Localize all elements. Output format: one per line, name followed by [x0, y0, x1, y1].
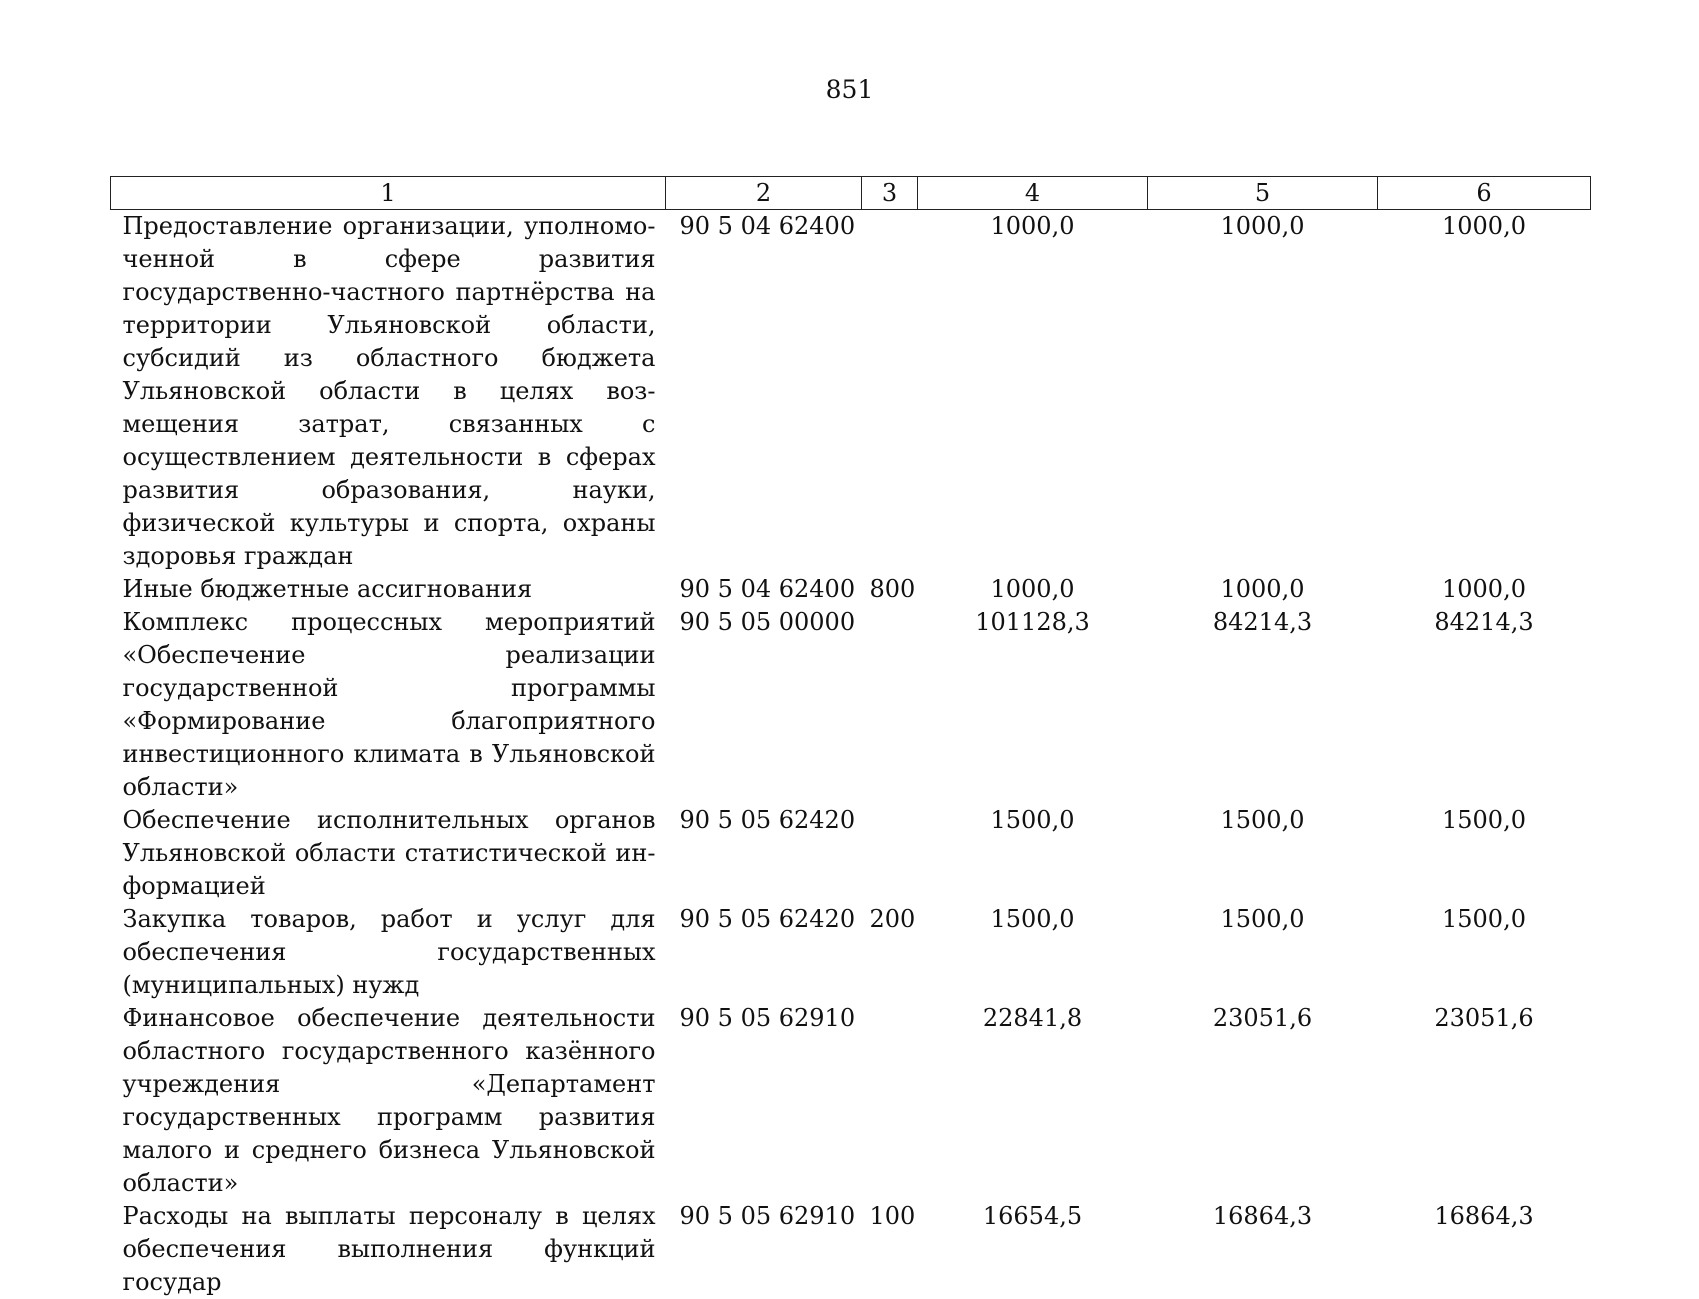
row-value-6: 1000,0 — [1378, 573, 1591, 606]
row-value-6: 1500,0 — [1378, 804, 1591, 903]
row-value-4: 1500,0 — [918, 804, 1148, 903]
row-value-5: 16864,3 — [1148, 1200, 1378, 1299]
row-kind: 200 — [862, 903, 918, 1002]
row-value-5: 1000,0 — [1148, 210, 1378, 574]
row-kind — [862, 804, 918, 903]
column-header-1: 1 — [111, 177, 666, 210]
row-value-4: 16654,5 — [918, 1200, 1148, 1299]
row-code: 90 5 05 62910 — [666, 1200, 862, 1299]
row-kind — [862, 606, 918, 804]
row-value-4: 1000,0 — [918, 210, 1148, 574]
row-code: 90 5 05 62420 — [666, 804, 862, 903]
table-row — [111, 903, 1591, 1002]
row-value-5: 1500,0 — [1148, 903, 1378, 1002]
row-kind: 100 — [862, 1200, 918, 1299]
row-value-4: 1000,0 — [918, 573, 1148, 606]
row-kind — [862, 1002, 918, 1200]
row-name: Расходы на выплаты персоналу в целях обеспечения выполнения функций государ — [111, 1200, 666, 1299]
row-name: Закупка товаров, работ и услуг для обеспечения государственных (муниципальных) нужд — [111, 903, 666, 1002]
row-code: 90 5 05 62910 — [666, 1002, 862, 1200]
row-value-6: 1500,0 — [1378, 903, 1591, 1002]
budget-table — [110, 176, 1591, 1299]
table-header — [111, 177, 1591, 210]
row-value-6: 84214,3 — [1378, 606, 1591, 804]
row-name: Финансовое обеспечение деятельности областного государственного казённого учреждения «Департамент государственных программ развития малого и среднего бизнеса Ульяновской области» — [111, 1002, 666, 1200]
row-value-5: 1500,0 — [1148, 804, 1378, 903]
row-value-6: 1000,0 — [1378, 210, 1591, 574]
row-name: Комплекс процессных мероприятий «Обеспечение реализации государственной программы «Формирование благоприятного инвестиционного климата в Ульяновской области» — [111, 606, 666, 804]
row-code: 90 5 04 62400 — [666, 573, 862, 606]
table-row — [111, 1200, 1591, 1299]
column-header-6: 6 — [1378, 177, 1591, 210]
column-header-2: 2 — [666, 177, 862, 210]
table-body — [111, 210, 1591, 1299]
table-row — [111, 573, 1591, 606]
table-row — [111, 1002, 1591, 1200]
row-name: Иные бюджетные ассигнования — [111, 573, 666, 606]
row-value-4: 1500,0 — [918, 903, 1148, 1002]
row-value-4: 101128,3 — [918, 606, 1148, 804]
row-value-5: 1000,0 — [1148, 573, 1378, 606]
row-value-6: 23051,6 — [1378, 1002, 1591, 1200]
table-row — [111, 804, 1591, 903]
page-number: 851 — [0, 74, 1699, 106]
row-name: Обеспечение исполнительных органов Ульяновской области статистической информацией — [111, 804, 666, 903]
column-header-4: 4 — [918, 177, 1148, 210]
table-row — [111, 606, 1591, 804]
header-row — [111, 177, 1591, 210]
row-value-5: 23051,6 — [1148, 1002, 1378, 1200]
row-value-6: 16864,3 — [1378, 1200, 1591, 1299]
row-value-4: 22841,8 — [918, 1002, 1148, 1200]
table-row — [111, 210, 1591, 574]
column-header-3: 3 — [862, 177, 918, 210]
row-name: Предоставление организации, уполномоченной в сфере развития государственно-частного партнёрства на территории Ульяновской области, субсидий из областного бюджета Ульяновской области в целях возмещения затрат, связанных с осуществлением деятельности в сферах развития образования, науки, физической культуры и спорта, охраны здоровья граждан — [111, 210, 666, 574]
row-value-5: 84214,3 — [1148, 606, 1378, 804]
row-kind — [862, 210, 918, 574]
row-code: 90 5 04 62400 — [666, 210, 862, 574]
row-code: 90 5 05 62420 — [666, 903, 862, 1002]
column-header-5: 5 — [1148, 177, 1378, 210]
row-kind: 800 — [862, 573, 918, 606]
row-code: 90 5 05 00000 — [666, 606, 862, 804]
